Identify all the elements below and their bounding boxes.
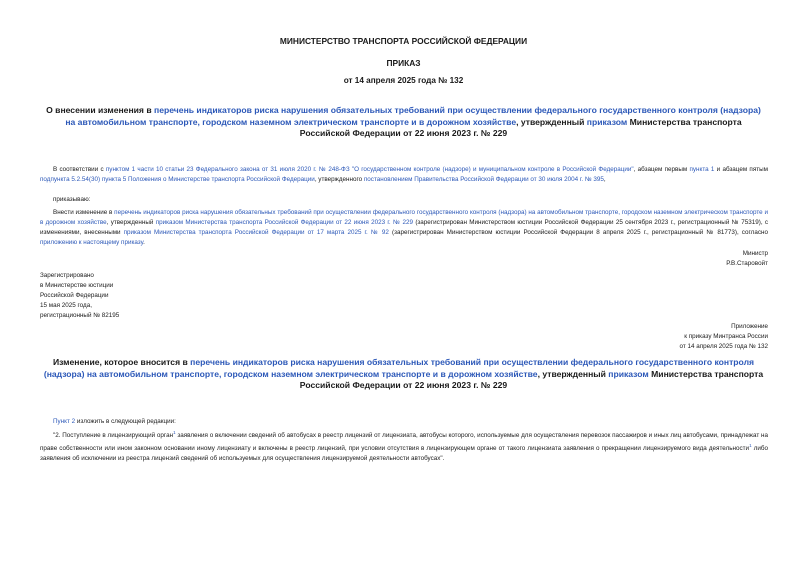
title2-prefix: Изменение, которое вносится в [52, 357, 191, 367]
order-date: от 14 апреля 2025 года № 132 [343, 76, 464, 85]
regulation-link[interactable]: подпункта 5.2.54(30) пункта 5 Положения о Министерстве транспорта Российской Федерации [40, 176, 315, 183]
para1-text: , утвержденного [314, 176, 364, 183]
quote-text: "2. Поступление в лицензирующий орган [53, 432, 174, 440]
registration-block [40, 271, 119, 321]
appendix-line: от 14 апреля 2025 года № 132 [679, 343, 768, 350]
federal-law-link[interactable]: пунктом 1 части 10 статьи 23 Федерального закона от 31 июля 2020 г. № 248-ФЗ "О государственном контроле (надзоре) и муниципальном контроле в Российской Федерации" [105, 166, 634, 173]
para1-text: , абзацем первым [633, 166, 690, 173]
indicators-list-link[interactable]: перечень индикаторов риска нарушения обязательных требований при осуществлении федерального государственного контроля (надзора) на автомобильном транспорте, городском наземном электрическом транспорте и в дорожном хозяйстве [40, 209, 768, 226]
para1-text: В соответствии с [53, 166, 106, 173]
point-1-link[interactable]: пункта 1 [689, 166, 715, 173]
order-92-link[interactable]: приказом Министерства транспорта Российской Федерации от 17 марта 2025 г. № 92 [123, 229, 389, 236]
item-2-instruction [53, 417, 176, 427]
preamble-paragraph [40, 165, 768, 185]
order-word: ПРИКАЗ [386, 58, 421, 68]
para1-text: и абзацем пятым [714, 166, 768, 173]
para2-text: , утвержденный [106, 219, 156, 226]
title2-suffix: Министерства транспорта Российской Федерации от 22 июня 2023 г. № 229 [299, 368, 764, 390]
para2-text: (зарегистрирован Министерством юстиции Российской Федерации 8 апреля 2025 г., регистрационный № 81773), согласно [388, 229, 768, 236]
registration-line: в Министерстве юстиции [40, 282, 114, 289]
registration-line: Зарегистрировано [40, 272, 94, 279]
appendix-header [679, 322, 768, 352]
title-suffix: Министерства транспорта Российской Федерации от 22 июня 2023 г. № 229 [299, 116, 742, 138]
title2-middle: , утвержденный [537, 368, 609, 379]
registration-line: 15 мая 2025 года, [40, 302, 92, 309]
title-prefix: О внесении изменения в [46, 105, 155, 115]
point-2-link[interactable]: Пункт 2 [53, 418, 76, 425]
title-middle: , утвержденный [516, 116, 587, 127]
order-link[interactable]: приказом [586, 116, 628, 127]
order-body-paragraph [40, 208, 768, 248]
indicators-list-link[interactable]: перечень индикаторов риска нарушения обязательных требований при осуществлении федерального государственного контроля (надзора) на автомобильном транспорте, городском наземном электрическом транспорте и в дорожном хозяйстве [43, 357, 755, 379]
minister-signature [726, 249, 768, 269]
order-229-link[interactable]: приказом Министерства транспорта Российской Федерации от 22 июня 2023 г. № 229 [155, 219, 414, 226]
para2-text: . [143, 239, 145, 246]
appendix-title [40, 357, 767, 392]
new-wording-paragraph [40, 428, 768, 464]
appendix-line: к приказу Минтранса России [684, 333, 768, 340]
quote-text: заявления о включении сведений об автобусах в реестр лицензий от лицензиата, автобусы которого, используемые для осуществления перевозок пассажиров и иных лиц автобусами, принадлежат на праве собственности или ином законном основании иному лицензиату и включены в реестр лицензий, при условии отсутствия в лицензирующем органе от такого лицензиата заявления о прекращении лицензируемого вида деятельности [40, 432, 768, 453]
item-2-text: изложить в следующей редакции: [75, 418, 176, 425]
order-title [40, 105, 767, 140]
order-link[interactable]: приказом [608, 368, 649, 379]
ministry-name: МИНИСТЕРСТВО ТРАНСПОРТА РОССИЙСКОЙ ФЕДЕРАЦИИ [279, 36, 528, 46]
government-decree-link[interactable]: постановлением Правительства Российской Федерации от 30 июля 2004 г. № 395 [363, 176, 604, 183]
footnote-link[interactable]: 1 [173, 430, 176, 435]
registration-line: Российской Федерации [40, 292, 109, 299]
quote-text: либо заявления об исключении из реестра лицензий сведений об используемых для осуществления лицензируемой деятельности автобусах". [40, 445, 768, 463]
appendix-line: Приложение [731, 323, 768, 330]
para2-text: (зарегистрирован Министерством юстиции Российской Федерации 25 сентября 2023 г., регистрационный № 75319), с изменениями, внесенными [40, 219, 768, 236]
minister-title: Министр [742, 250, 768, 257]
para2-text: Внести изменение в [53, 209, 115, 216]
order-verb: приказываю: [53, 196, 91, 203]
appendix-link[interactable]: приложению к настоящему приказу [40, 239, 144, 246]
indicators-list-link[interactable]: перечень индикаторов риска нарушения обязательных требований при осуществлении федерального государственного контроля (надзора) на автомобильном транспорте, городском наземном электрическом транспорте и в дорожном хозяйстве [65, 105, 761, 127]
registration-line: регистрационный № 82195 [40, 312, 120, 319]
para1-text: , [603, 176, 606, 183]
footnote-link[interactable]: 1 [749, 443, 752, 449]
minister-name: Р.В.Старовойт [726, 260, 768, 267]
